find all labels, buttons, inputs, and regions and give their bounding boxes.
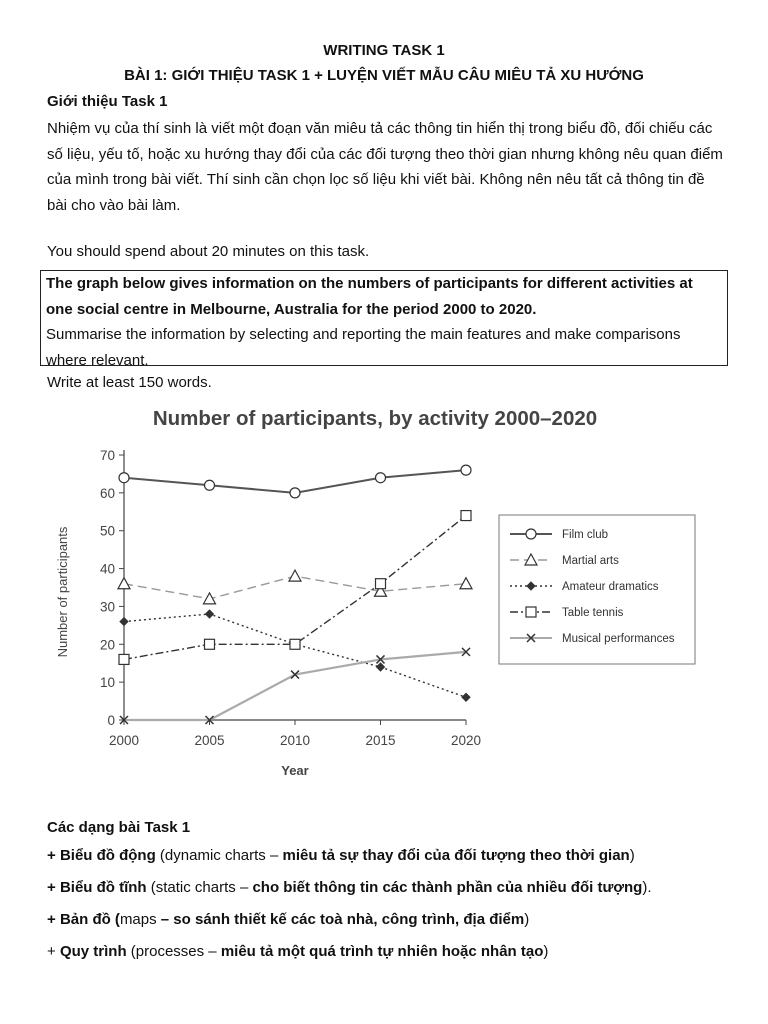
data-point bbox=[290, 639, 300, 649]
task-prompt-box bbox=[40, 270, 728, 369]
chart-x-axis-label: Year bbox=[281, 763, 309, 778]
legend-label: Amateur dramatics bbox=[562, 581, 659, 593]
series-musical-performances bbox=[120, 648, 470, 724]
bullet: + bbox=[47, 911, 60, 928]
intro-heading: Giới thiệu Task 1 bbox=[47, 93, 168, 110]
y-tick-label: 40 bbox=[99, 561, 115, 577]
lesson-title: BÀI 1: GIỚI THIỆU TASK 1 + LUYỆN VIẾT MẪU CÂU MIÊU TẢ XU HƯỚNG bbox=[124, 67, 644, 84]
data-point bbox=[205, 480, 215, 490]
type-paren: (static charts – bbox=[146, 879, 253, 896]
y-tick-label: 60 bbox=[99, 485, 115, 501]
chart-y-axis-label: Number of participants bbox=[55, 526, 70, 658]
y-tick-label: 0 bbox=[107, 713, 115, 728]
line-chart bbox=[40, 395, 720, 795]
type-paren-close: ) bbox=[629, 847, 635, 864]
chart-title: Number of participants, by activity 2000–2020 bbox=[152, 407, 598, 430]
task-prompt-instruction: Summarise the information by selecting and reporting the main features and make comparisons where relevant. bbox=[46, 326, 681, 369]
y-tick-label: 10 bbox=[99, 675, 115, 691]
bullet: + bbox=[47, 847, 60, 864]
type-description: miêu tả một quá trình tự nhiên hoặc nhân tạo bbox=[220, 943, 544, 960]
task-prompt-bold: The graph below gives information on the numbers of participants for different activities at one social centre in Melbourne, Australia for the period 2000 to 2020. bbox=[46, 275, 693, 318]
legend-label: Film club bbox=[562, 529, 609, 541]
type-name: Quy trình bbox=[59, 943, 127, 960]
type-paren: (dynamic charts – bbox=[155, 847, 283, 864]
bullet: + bbox=[47, 879, 60, 896]
data-point bbox=[376, 473, 386, 483]
data-point bbox=[462, 693, 470, 701]
data-point bbox=[461, 465, 471, 475]
series-line bbox=[124, 516, 466, 660]
series-film-club bbox=[119, 465, 471, 498]
type-paren: (processes – bbox=[126, 943, 221, 960]
y-tick-label: 20 bbox=[99, 637, 115, 653]
type-paren-close: ) bbox=[543, 943, 549, 960]
legend-label: Musical performances bbox=[562, 633, 675, 645]
list-item bbox=[47, 909, 747, 941]
type-name: Biểu đồ tĩnh bbox=[59, 879, 147, 896]
type-paren: maps bbox=[119, 911, 161, 928]
list-item bbox=[47, 877, 747, 909]
type-name: Bản đồ ( bbox=[59, 911, 120, 928]
x-tick-label: 2000 bbox=[108, 733, 140, 748]
y-tick-label: 50 bbox=[99, 523, 115, 539]
types-heading: Các dạng bài Task 1 bbox=[47, 819, 191, 836]
x-tick-label: 2015 bbox=[365, 733, 396, 748]
time-note: You should spend about 20 minutes on this task. bbox=[47, 243, 370, 260]
y-tick-label: 30 bbox=[99, 599, 115, 615]
data-point bbox=[118, 578, 130, 589]
data-point bbox=[206, 610, 214, 618]
legend-label: Table tennis bbox=[562, 607, 624, 619]
data-point bbox=[376, 579, 386, 589]
chart-series bbox=[118, 465, 472, 724]
word-limit: Write at least 150 words. bbox=[47, 374, 212, 391]
data-point bbox=[289, 570, 301, 581]
series-line bbox=[124, 652, 466, 720]
intro-paragraph: Nhiệm vụ của thí sinh là viết một đoạn văn miêu tả các thông tin hiển thị trong biểu đồ, đối chiếu các số liệu, yếu tố, hoặc xu hướng thay đổi của các đối tượng theo thời gian nhưng không nêu quan điểm của mình trong bài viết. Thí sinh cần chọn lọc số liệu khi viết bài. Không nên nêu tất cả thông tin đề bài cho vào bài làm. bbox=[47, 120, 723, 214]
data-point bbox=[119, 654, 129, 664]
data-point bbox=[377, 663, 385, 671]
data-point bbox=[205, 639, 215, 649]
bullet: + bbox=[47, 943, 60, 960]
data-point bbox=[119, 473, 129, 483]
types-list bbox=[47, 845, 747, 973]
type-description: miêu tả sự thay đổi của đối tượng theo thời gian bbox=[282, 847, 630, 864]
series-martial-arts bbox=[118, 570, 472, 604]
data-point bbox=[461, 511, 471, 521]
data-point bbox=[526, 607, 536, 617]
data-point bbox=[290, 488, 300, 498]
data-point bbox=[120, 618, 128, 626]
y-tick-label: 70 bbox=[99, 448, 115, 463]
type-description: – so sánh thiết kế các toà nhà, công trình, địa điểm bbox=[160, 911, 525, 928]
x-tick-label: 2005 bbox=[194, 733, 225, 748]
type-paren-close: ). bbox=[642, 879, 652, 896]
list-item bbox=[47, 845, 747, 877]
page-title: WRITING TASK 1 bbox=[323, 42, 445, 59]
data-point bbox=[526, 529, 536, 539]
type-description: cho biết thông tin các thành phần của nhiều đối tượng bbox=[252, 879, 643, 896]
x-tick-label: 2010 bbox=[279, 733, 311, 748]
x-tick-label: 2020 bbox=[450, 733, 482, 748]
legend-label: Martial arts bbox=[562, 555, 619, 567]
type-name: Biểu đồ động bbox=[59, 847, 156, 864]
type-paren-close: ) bbox=[524, 911, 530, 928]
data-point bbox=[460, 578, 472, 589]
list-item bbox=[47, 941, 747, 973]
chart-legend bbox=[499, 515, 695, 664]
